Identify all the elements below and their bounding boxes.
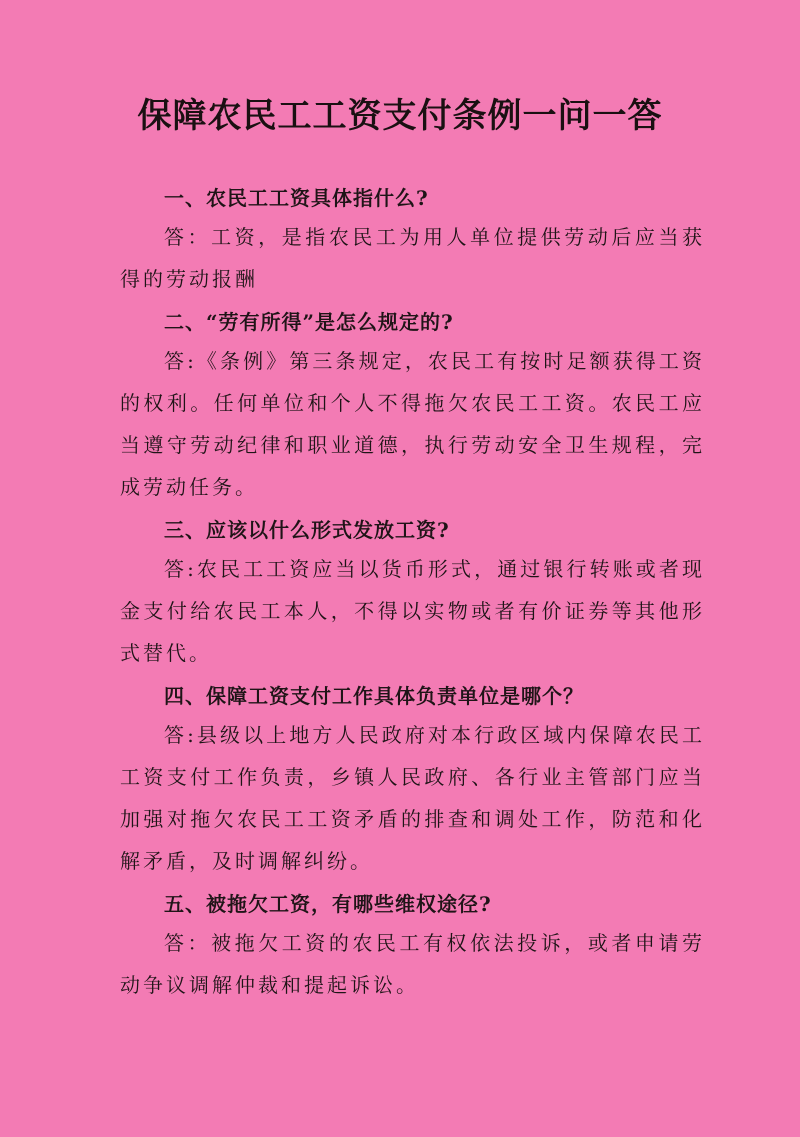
question-1: 一、农民工工资具体指什么? — [164, 186, 429, 210]
question-2: 二、“劳有所得”是怎么规定的? — [164, 310, 454, 334]
document-title: 保障农民工工资支付条例一问一答 — [137, 96, 663, 136]
question-5: 五、被拖欠工资，有哪些维权途径? — [164, 892, 492, 916]
qa-item-5 — [120, 886, 705, 1006]
question-3: 三、应该以什么形式发放工资? — [164, 518, 450, 542]
answer-2: 答:《条例》第三条规定，农民工有按时足额获得工资的权利。任何单位和个人不得拖欠农民工工资。农民工应当遵守劳动纪律和职业道德，执行劳动安全卫生规程，完成劳动任务。 — [120, 349, 705, 499]
qa-list — [120, 180, 705, 1010]
question-4: 四、保障工资支付工作具体负责单位是哪个？ — [164, 684, 584, 708]
answer-5: 答：被拖欠工资的农民工有权依法投诉，或者申请劳动争议调解仲裁和提起诉讼。 — [120, 931, 705, 997]
qa-item-4 — [120, 678, 705, 882]
qa-item-1 — [120, 180, 705, 300]
qa-item-2 — [120, 304, 705, 508]
qa-item-3 — [120, 512, 705, 674]
answer-4: 答:县级以上地方人民政府对本行政区域内保障农民工工资支付工作负责，乡镇人民政府、各行业主管部门应当加强对拖欠农民工工资矛盾的排查和调处工作，防范和化解矛盾，及时调解纠纷。 — [120, 723, 705, 873]
answer-1: 答：工资，是指农民工为用人单位提供劳动后应当获得的劳动报酬 — [120, 225, 705, 291]
answer-3: 答:农民工工资应当以货币形式，通过银行转账或者现金支付给农民工本人，不得以实物或者有价证券等其他形式替代。 — [120, 557, 705, 665]
